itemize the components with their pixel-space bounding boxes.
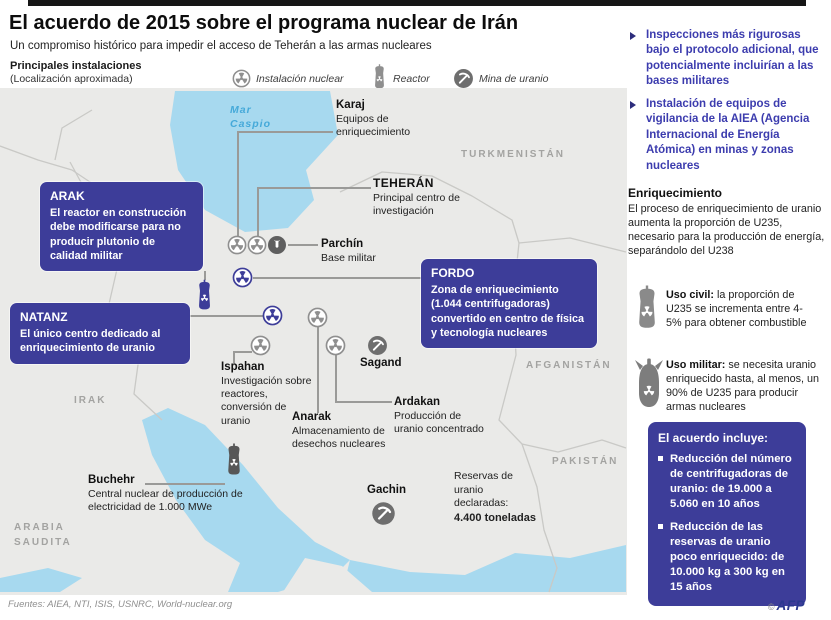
legend-mine-label: Mina de uranio — [479, 73, 549, 85]
site-desc: Base militar — [321, 252, 376, 265]
mine-icon — [367, 335, 388, 356]
ardakan-connector — [335, 355, 337, 402]
site-desc: Investigación sobre reactores, conversión de uranio — [221, 375, 312, 427]
country-label-pakistan: PAKISTÁN — [552, 456, 619, 467]
site-buchehr — [88, 474, 244, 514]
ardakan-connector — [335, 401, 392, 403]
site-desc: Equipos de enriquecimiento — [336, 113, 411, 139]
karaj-connector — [237, 131, 333, 133]
site-gachin — [367, 484, 406, 497]
radiation-icon — [247, 235, 267, 255]
site-anarak — [292, 411, 404, 451]
sources-note: Fuentes: AIEA, NTI, ISIS, USNRC, World-nuclear.org — [8, 599, 233, 610]
uranium-reserves-note — [454, 470, 564, 525]
radiation-icon — [227, 235, 247, 255]
site-desc: Producción de uranio concentrado — [394, 410, 484, 436]
site-name: TEHERÁN — [373, 176, 434, 190]
military-use-label: Uso militar: — [666, 359, 726, 371]
facilities-title: Principales instalaciones — [10, 60, 142, 72]
site-name: Ardakan — [394, 396, 441, 408]
civil-use-label: Uso civil: — [666, 289, 715, 301]
teheran-connector — [257, 188, 259, 236]
site-name: Sagand — [360, 357, 402, 369]
callout-body: El único centro dedicado al enriquecimiento de uranio — [20, 328, 161, 355]
enrichment-title: Enriquecimiento — [628, 186, 723, 200]
civil-use-text — [666, 288, 818, 330]
afp-credit — [768, 598, 805, 613]
page-title: El acuerdo de 2015 sobre el programa nuclear de Irán — [9, 12, 519, 34]
site-karaj — [336, 99, 448, 139]
radiation-icon — [262, 305, 283, 326]
teheran-connector — [257, 187, 371, 189]
radiation-icon — [232, 69, 251, 88]
radiation-icon — [307, 307, 328, 328]
anarak-connector — [317, 327, 319, 413]
country-label-irak: IRAK — [74, 395, 107, 406]
legend-reactor-label: Reactor — [393, 73, 430, 85]
site-desc: Almacenamiento de desechos nucleares — [292, 425, 386, 451]
fordo-connector — [253, 277, 423, 279]
callout-arak — [40, 182, 203, 271]
site-name: Karaj — [336, 99, 365, 111]
bomb-icon — [632, 356, 666, 410]
radiation-icon — [325, 335, 346, 356]
reserves-value: 4.400 toneladas — [454, 511, 536, 524]
afp-logo: AFP — [776, 598, 805, 613]
agreement-item: Reducción del número de centrifugadoras de uranio: de 19.000 a 5.060 en 10 años — [658, 452, 796, 512]
reactor-icon — [371, 64, 388, 90]
callout-body: El reactor en construcción debe modificarse para no producir plutonio de calidad militar — [50, 207, 187, 263]
sidebar-bullet: Inspecciones más rigurosas bajo el protocolo adicional, que potencialmente incluirían a las bases militares — [646, 29, 819, 88]
reactor-icon — [194, 279, 215, 312]
site-desc: Central nuclear de producción de electricidad de 1.000 MWe — [88, 488, 243, 514]
callout-title: ARAK — [50, 189, 85, 203]
enrichment-body: El proceso de enriquecimiento de uranio aumenta la proporción de U235, necesario para la producción de energía, separándolo del U238 — [628, 203, 825, 258]
site-teheran — [373, 177, 479, 218]
reserves-text: Reservas de uranio declaradas: — [454, 470, 513, 510]
sidebar-bullet: Instalación de equipos de vigilancia de la AIEA (Agencia Internacional de Energía Atómica) en minas y zonas nucleares — [646, 98, 810, 172]
country-label-turkmenistan: TURKMENISTÁN — [461, 149, 565, 160]
page-subtitle: Un compromiso histórico para impedir el acceso de Teherán a las armas nucleares — [10, 40, 432, 52]
agreement-item: Reducción de las reservas de uranio poco enriquecido: de 10.000 kg a 300 kg en 15 años — [658, 520, 796, 595]
site-sagand — [360, 357, 402, 370]
parchin-connector — [288, 244, 318, 246]
reactor-icon — [223, 443, 245, 477]
agreement-title: El acuerdo incluye: — [658, 431, 769, 445]
radiation-icon — [232, 267, 253, 288]
karaj-connector — [237, 132, 239, 236]
mine-icon — [371, 501, 396, 526]
facilities-note: (Localización aproximada) — [10, 73, 133, 85]
agreement-box — [648, 422, 806, 606]
natanz-connector — [188, 315, 264, 317]
caspian-sea-label: Mar Caspio — [230, 104, 272, 131]
site-name: Parchín — [321, 238, 364, 250]
site-desc: Principal centro de investigación — [373, 191, 460, 217]
military-base-icon — [267, 235, 287, 255]
site-name: Gachin — [367, 484, 406, 496]
mine-icon — [453, 68, 474, 89]
civil-use-body: la proporción de U235 se incrementa entre 4-5% para obtener combustible — [666, 289, 807, 330]
site-parchin — [321, 238, 411, 265]
site-ardakan — [394, 396, 486, 436]
site-name: Ispahan — [221, 361, 265, 373]
site-name: Anarak — [292, 411, 331, 423]
radiation-icon — [250, 335, 271, 356]
top-rule — [28, 0, 806, 6]
callout-body: Zona de enriquecimiento (1.044 centrifugadoras) convertido en centro de física y tecnología nucleares — [431, 284, 584, 340]
bullet-arrow-icon — [630, 101, 636, 109]
callout-title: FORDO — [431, 266, 475, 280]
callout-title: NATANZ — [20, 310, 68, 324]
copyright-symbol: © — [767, 602, 775, 612]
callout-fordo — [421, 259, 597, 348]
reactor-icon — [632, 284, 662, 332]
country-label-afganistan: AFGANISTÁN — [526, 360, 612, 371]
bullet-arrow-icon — [630, 32, 636, 40]
callout-natanz — [10, 303, 190, 364]
military-use-text — [666, 358, 826, 414]
legend-nuclear-label: Instalación nuclear — [256, 73, 344, 85]
site-name: Buchehr — [88, 474, 135, 486]
military-use-body: se necesita uranio enriquecido hasta, al menos, un 90% de U235 para producir armas nucleares — [666, 359, 820, 414]
country-label-arabia-saudita: ARABIA SAUDITA — [14, 522, 72, 548]
